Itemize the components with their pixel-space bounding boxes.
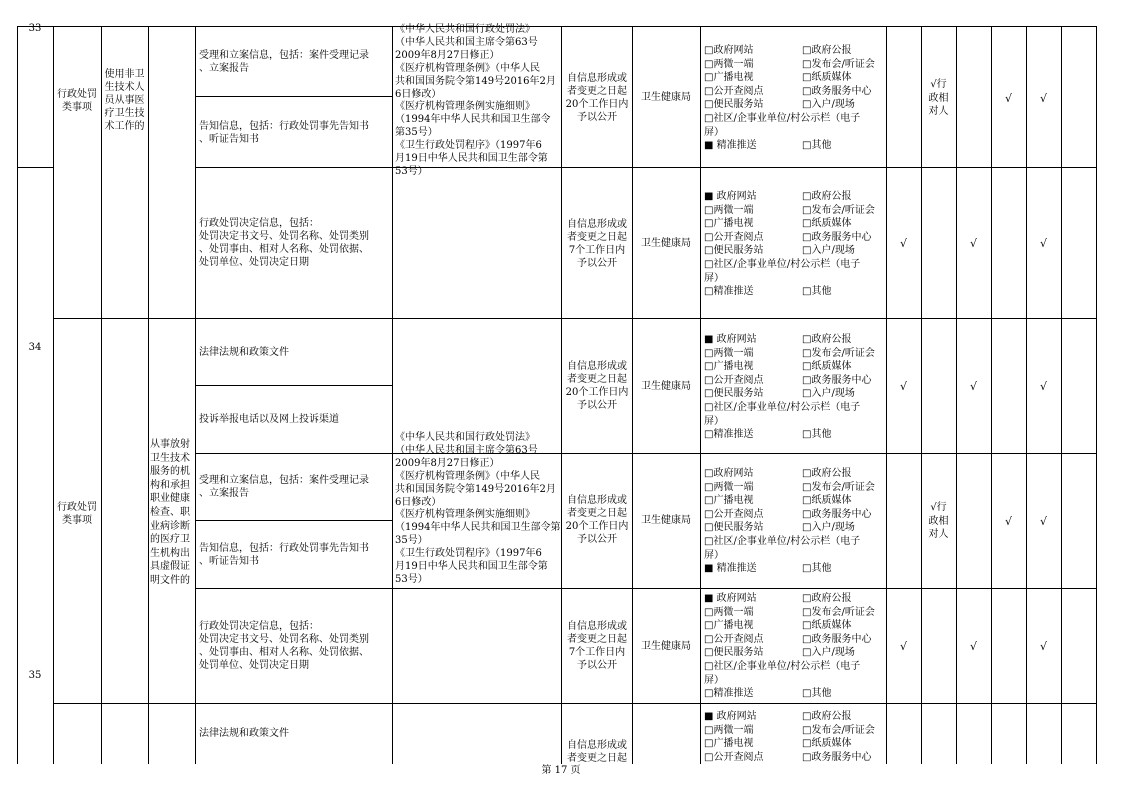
agency-cell: 卫生健康局 [641, 92, 691, 103]
channel-option: □公开查阅点 [704, 508, 764, 520]
channel-option: □发布会/听证会 [802, 481, 875, 493]
content-cell: 投诉举报电话以及网上投诉渠道 [199, 414, 339, 425]
channel-option: □其他 [802, 286, 832, 298]
channel-group-right [802, 467, 892, 576]
channel-option: □便民服务站 [704, 522, 764, 534]
channel-group-right [802, 710, 892, 764]
channel-option: ■ 精准推送 [704, 140, 757, 152]
scope-party-mark: √行 政相 对人 [928, 502, 949, 541]
channel-option: □纸质媒体 [802, 495, 852, 507]
channel-option: □其他 [802, 140, 832, 152]
channel-option: □公开查阅点 [704, 85, 764, 97]
rule [148, 26, 149, 764]
channel-option: □政府网站 [704, 468, 754, 479]
channel-option: □政务服务中心 [802, 508, 872, 520]
channel-option: □发布会/听证会 [802, 724, 875, 736]
channel-option: ■ 精准推送 [704, 563, 757, 575]
channel-option: □其他 [802, 688, 832, 700]
channel-option: ■ 政府网站 [704, 711, 757, 722]
channel-option: □政务服务中心 [802, 85, 872, 97]
channel-group-right [802, 190, 892, 299]
category-cell: 行政处罚 类事项 [57, 502, 97, 526]
channel-option: □便民服务站 [704, 647, 764, 659]
channel-group-right [802, 44, 892, 153]
channel-option: □入户/现场 [802, 522, 855, 534]
channel-option: □广播电视 [704, 620, 754, 632]
legal-basis-cell: 《中华人民共和国行政处罚法》 （中华人民共和国主席令第63号 2009年8月27日修正） 《医疗机构管理条例》（中华人民 共和国国务院令第149号2016年2月 6日修改） 《医疗机构管理条例实施细则》 （1994年中华人民共和国卫生部令第 35号） 《卫生行政处罚程序》（1997年6 月19日中华人民共和国卫生部令第 53号） [395, 432, 561, 585]
scope-party-mark: √行 政相 对人 [928, 79, 949, 118]
channel-option: □入户/现场 [802, 647, 855, 659]
rule [991, 26, 992, 764]
channel-option: ■ 政府网站 [704, 191, 757, 202]
category-cell: 行政处罚 类事项 [57, 89, 97, 113]
channel-option: □入户/现场 [802, 388, 855, 400]
channel-option: □两微一端 [704, 204, 754, 216]
channel-option: □广播电视 [704, 495, 754, 507]
channel-option: □纸质媒体 [802, 361, 852, 373]
channel-option: ■ 政府网站 [704, 593, 757, 604]
rule [53, 26, 54, 764]
rule [956, 26, 957, 764]
channel-option: □精准推送 [704, 688, 754, 700]
channel-option: □纸质媒体 [802, 72, 852, 84]
channel-option: □发布会/听证会 [802, 204, 875, 216]
check-mark: √ [900, 237, 908, 250]
channel-option: □政务服务中心 [802, 231, 872, 243]
content-cell: 受理和立案信息，包括：案件受理记录 、立案报告 [199, 50, 369, 74]
agency-cell: 卫生健康局 [641, 381, 691, 392]
channel-option: □广播电视 [704, 218, 754, 230]
channel-option: □发布会/听证会 [802, 58, 875, 70]
channel-option: □发布会/听证会 [802, 347, 875, 359]
channel-option: □广播电视 [704, 361, 754, 373]
channel-option: □公开查阅点 [704, 751, 764, 763]
channel-option: □政务服务中心 [802, 374, 872, 386]
content-cell: 法律法规和政策文件 [199, 347, 289, 358]
rule [1096, 26, 1097, 764]
channel-option: □公开查阅点 [704, 633, 764, 645]
channel-option: □其他 [802, 563, 832, 575]
channel-option: □广播电视 [704, 72, 754, 84]
channel-option: □社区/企事业单位/村公示栏（电子 屏） [704, 660, 861, 686]
agency-cell: 卫生健康局 [641, 238, 691, 249]
channel-group-right [802, 333, 892, 442]
rule [53, 703, 1096, 704]
time-limit-cell: 自信息形成或 者变更之日起 20个工作日内 予以公开 [565, 361, 629, 411]
channel-option: □两微一端 [704, 606, 754, 618]
rule [392, 26, 393, 764]
rule [632, 26, 633, 764]
check-mark: √ [1040, 380, 1048, 393]
channel-option: □两微一端 [704, 724, 754, 736]
subject-cell: 使用非卫 生技术人 员从事医 疗卫生技 术工作的 [104, 69, 145, 132]
rule [1061, 26, 1062, 764]
channel-option: □广播电视 [704, 738, 754, 750]
rule [17, 26, 18, 764]
channel-group-right [802, 592, 892, 701]
channel-option: □发布会/听证会 [802, 606, 875, 618]
time-limit-cell: 自信息形成或 者变更之日起 [567, 740, 627, 764]
rule [17, 167, 53, 168]
subject-cell: 从事放射 卫生技术 服务的机 构和承担 职业健康 检查、职 业病诊断 的医疗卫 生机构出 具虚假证 明文件的 [150, 439, 190, 586]
channel-option: □社区/企事业单位/村公示栏（电子 屏） [704, 535, 861, 561]
check-mark: √ [970, 237, 978, 250]
check-mark: √ [1005, 515, 1013, 528]
legal-basis-cell: 《中华人民共和国行政处罚法》 （中华人民共和国主席令第63号 2009年8月27日修正） 《医疗机构管理条例》（中华人民 共和国国务院令第149号2016年2月 6日修改） 《医疗机构管理条例实施细则》 （1994年中华人民共和国卫生部令 第35号） 《卫生行政处罚程序》（1997年6 月19日中华人民共和国卫生部令第 53号） [395, 24, 556, 177]
rule [195, 453, 1096, 454]
channel-option: □纸质媒体 [802, 620, 852, 632]
channel-option: □公开查阅点 [704, 231, 764, 243]
channel-option: □纸质媒体 [802, 218, 852, 230]
channel-option: □入户/现场 [802, 245, 855, 257]
channel-option: □两微一端 [704, 347, 754, 359]
channel-option: □政府公报 [802, 45, 852, 56]
rule [195, 385, 392, 386]
row-number: 35 [28, 670, 42, 681]
channel-option: □政府网站 [704, 45, 754, 56]
check-mark: √ [1040, 640, 1048, 653]
rule [195, 520, 392, 521]
rule [195, 588, 1096, 589]
time-limit-cell: 自信息形成或 者变更之日起 20个工作日内 予以公开 [565, 73, 629, 123]
check-mark: √ [900, 380, 908, 393]
channel-option: ■ 政府网站 [704, 334, 757, 345]
rule [195, 167, 1096, 168]
check-mark: √ [900, 640, 908, 653]
rule [921, 26, 922, 764]
channel-option: □政务服务中心 [802, 633, 872, 645]
channel-option: □两微一端 [704, 481, 754, 493]
rule [53, 318, 1096, 319]
channel-option: □社区/企事业单位/村公示栏（电子 屏） [704, 258, 861, 284]
check-mark: √ [1040, 515, 1048, 528]
content-cell: 法律法规和政策文件 [199, 728, 289, 739]
content-cell: 行政处罚决定信息，包括： 处罚决定书文号、处罚名称、处罚类别 、处罚事由、相对人名称、处罚依据、 处罚单位、处罚决定日期 [199, 621, 369, 671]
channel-option: □公开查阅点 [704, 374, 764, 386]
channel-option: □政务服务中心 [802, 751, 872, 763]
rule [700, 26, 701, 764]
channel-option: □社区/企事业单位/村公示栏（电子 屏） [704, 112, 861, 138]
channel-option: □便民服务站 [704, 245, 764, 257]
row-number: 34 [28, 342, 42, 353]
channel-option: □精准推送 [704, 286, 754, 298]
channel-option: □精准推送 [704, 429, 754, 441]
content-cell: 行政处罚决定信息，包括： 处罚决定书文号、处罚名称、处罚类别 、处罚事由、相对人名称、处罚依据、 处罚单位、处罚决定日期 [199, 218, 369, 268]
content-cell: 告知信息，包括：行政处罚事先告知书 、听证告知书 [199, 543, 369, 567]
channel-option: □政府公报 [802, 334, 852, 345]
check-mark: √ [1040, 237, 1048, 250]
channel-option: □便民服务站 [704, 388, 764, 400]
time-limit-cell: 自信息形成或 者变更之日起 7个工作日内 予以公开 [567, 219, 627, 269]
agency-cell: 卫生健康局 [641, 515, 691, 526]
channel-option: □政府公报 [802, 593, 852, 604]
time-limit-cell: 自信息形成或 者变更之日起 7个工作日内 予以公开 [567, 621, 627, 671]
channel-option: □两微一端 [704, 58, 754, 70]
content-cell: 受理和立案信息，包括：案件受理记录 、立案报告 [199, 475, 369, 499]
channel-option: □入户/现场 [802, 99, 855, 111]
channel-option: □其他 [802, 429, 832, 441]
channel-option: □便民服务站 [704, 99, 764, 111]
channel-option: □政府公报 [802, 711, 852, 722]
check-mark: √ [970, 640, 978, 653]
channel-option: □政府公报 [802, 468, 852, 479]
channel-option: □社区/企事业单位/村公示栏（电子 屏） [704, 401, 861, 427]
channel-option: □政府公报 [802, 191, 852, 202]
check-mark: √ [1005, 92, 1013, 105]
rule [1026, 26, 1027, 764]
channel-option: □纸质媒体 [802, 738, 852, 750]
content-cell: 告知信息，包括：行政处罚事先告知书 、听证告知书 [199, 121, 369, 145]
rule [195, 26, 196, 764]
time-limit-cell: 自信息形成或 者变更之日起 20个工作日内 予以公开 [565, 495, 629, 545]
rule [101, 26, 102, 764]
check-mark: √ [970, 380, 978, 393]
rule [195, 96, 392, 97]
page-number: 第 17 页 [541, 765, 581, 776]
agency-cell: 卫生健康局 [641, 641, 691, 652]
check-mark: √ [1040, 92, 1048, 105]
row-number: 33 [28, 23, 42, 34]
